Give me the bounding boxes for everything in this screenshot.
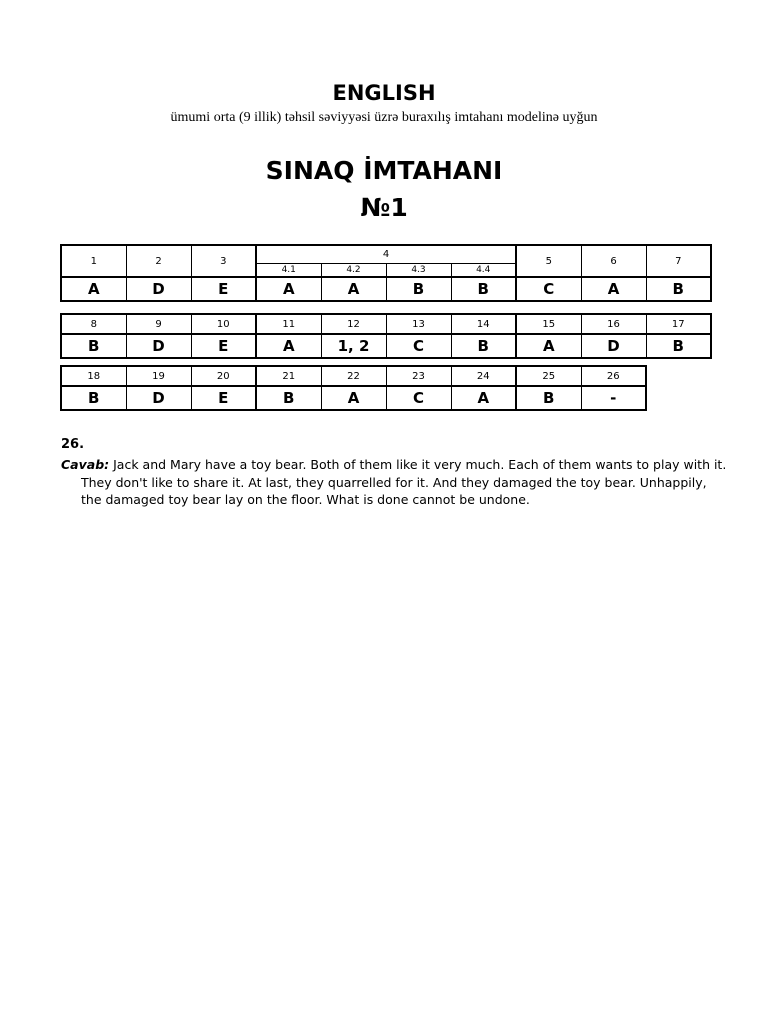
question-number: 7 — [646, 245, 711, 277]
exam-number: №1 — [360, 193, 408, 222]
question-number: 16 — [581, 314, 646, 334]
question-number: 12 — [321, 314, 386, 334]
answer-value: B — [451, 277, 516, 301]
answer-value: B — [61, 386, 126, 410]
question-number: 17 — [646, 314, 711, 334]
answer-value: D — [126, 277, 191, 301]
answer-value: C — [386, 334, 451, 358]
question-number: 8 — [61, 314, 126, 334]
question-number: 21 — [256, 366, 321, 386]
question-number: 4 — [256, 245, 516, 264]
question-number: 26 — [581, 366, 646, 386]
answer-value: A — [61, 277, 126, 301]
answer-value: B — [516, 386, 581, 410]
answer-value: D — [126, 334, 191, 358]
question-number: 22 — [321, 366, 386, 386]
question-number: 10 — [191, 314, 256, 334]
answer-value: B — [451, 334, 516, 358]
question-number: 6 — [581, 245, 646, 277]
exam-heading: SINAQ İMTAHANI — [265, 156, 503, 185]
question-number: 13 — [386, 314, 451, 334]
sub-question-number: 4.3 — [386, 264, 451, 277]
question-number: 18 — [61, 366, 126, 386]
answer-value: B — [256, 386, 321, 410]
answer-value: A — [321, 277, 386, 301]
question-26-number: 26. — [61, 437, 85, 452]
sub-question-number: 4.2 — [321, 264, 386, 277]
answer-value: A — [256, 277, 321, 301]
question-number: 11 — [256, 314, 321, 334]
answer-value: C — [386, 386, 451, 410]
answer-table-2 — [60, 313, 712, 359]
answer-value: E — [191, 334, 256, 358]
question-number: 20 — [191, 366, 256, 386]
answer-label: Cavab: — [61, 457, 110, 472]
sub-question-number: 4.4 — [451, 264, 516, 277]
answer-value: B — [386, 277, 451, 301]
question-number: 25 — [516, 366, 581, 386]
question-number: 24 — [451, 366, 516, 386]
answer-value: - — [581, 386, 646, 410]
question-number: 3 — [191, 245, 256, 277]
question-number: 1 — [61, 245, 126, 277]
question-number: 2 — [126, 245, 191, 277]
answer-table-1 — [60, 244, 712, 302]
answer-value: A — [581, 277, 646, 301]
answer-text: Jack and Mary have a toy bear. Both of them like it very much. Each of them wants to play with it. They don't like to share it. At last, they quarrelled for it. And they damaged the toy bear. Unhappily, the damaged toy bear lay on the floor. What is done cannot be undone. — [81, 457, 727, 507]
answer-table-3 — [60, 365, 647, 411]
answer-value: B — [61, 334, 126, 358]
sub-question-number: 4.1 — [256, 264, 321, 277]
question-number: 23 — [386, 366, 451, 386]
question-number: 19 — [126, 366, 191, 386]
answer-value: A — [516, 334, 581, 358]
answer-value: A — [451, 386, 516, 410]
question-26-answer — [61, 456, 731, 509]
document-title: ENGLISH — [332, 81, 436, 105]
question-number: 9 — [126, 314, 191, 334]
answer-value: A — [321, 386, 386, 410]
answer-value: C — [516, 277, 581, 301]
question-number: 5 — [516, 245, 581, 277]
answer-value: D — [126, 386, 191, 410]
answer-value: B — [646, 334, 711, 358]
question-number: 14 — [451, 314, 516, 334]
document-subtitle: ümumi orta (9 illik) təhsil səviyyəsi üzrə buraxılış imtahanı modelinə uyğun — [170, 110, 598, 125]
answer-value: D — [581, 334, 646, 358]
answer-value: A — [256, 334, 321, 358]
answer-value: 1, 2 — [321, 334, 386, 358]
answer-value: B — [646, 277, 711, 301]
question-number: 15 — [516, 314, 581, 334]
answer-value: E — [191, 277, 256, 301]
answer-value: E — [191, 386, 256, 410]
